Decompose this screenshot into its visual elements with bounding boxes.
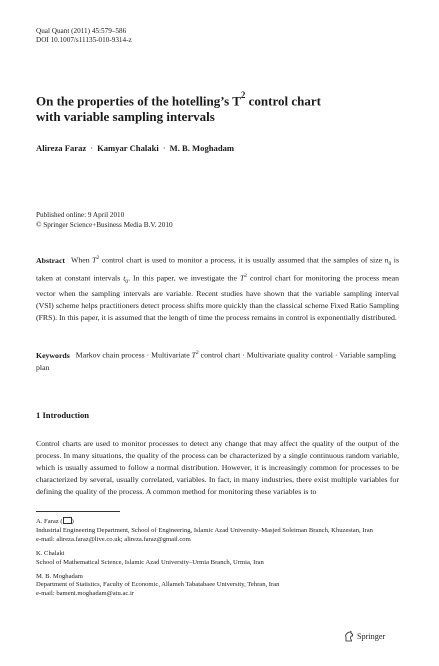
math-symbol: T xyxy=(92,255,97,265)
introduction-paragraph: Control charts are used to monitor processes to detect any change that may affect the quality of the output of the process. In many situations, the quality of the process can be characterized by a single continuous random variable, which is usually assumed to follow a normal distribution. However, it is increasingly common for processes to be characterized by several, usually correlated, variables. In fact, in many industries, there exist multiple variables for defining the quality of the process. A common method for monitoring these variables is to xyxy=(36,439,399,496)
title-superscript: 2 xyxy=(240,90,246,100)
affiliation-author: K. Chalaki xyxy=(36,549,65,557)
abstract-heading: Abstract xyxy=(36,255,66,265)
math-superscript: 2 xyxy=(96,255,100,261)
copyright-notice: © Springer Science+Business Media B.V. 2010 xyxy=(36,220,173,229)
title-text: On the properties of the hotelling’s T xyxy=(36,93,241,109)
math-subscript: 0 xyxy=(388,261,392,268)
author-separator: · xyxy=(162,143,166,153)
abstract-text: control chart is used to monitor a process, it is usually assumed that the samples of size xyxy=(99,255,385,265)
affiliation-email: e-mail: alireza.faraz@live.co.uk; alireza.faraz@gmail.com xyxy=(36,535,191,543)
publisher-name: Springer xyxy=(357,632,386,641)
abstract xyxy=(36,252,399,324)
affiliation-line: School of Mathematical Science, Islamic Azad University–Urmia Branch, Urmia, Iran xyxy=(36,558,264,566)
affiliation-block: A. Faraz ( ) Industrial Engineering Department, School of Engineering, Islamic Azad University–Masjed Soleiman Branch, Khuzestan, Iran e-mail: alireza.faraz@live.co.uk; alireza.faraz@gmail.com xyxy=(36,518,406,545)
author-separator: · xyxy=(90,143,94,153)
publisher-logo xyxy=(344,631,385,642)
keywords-text: control chart · Multivariate quality control · Variable sampling plan xyxy=(36,350,396,372)
author-affiliations xyxy=(36,518,406,604)
publication-info xyxy=(36,211,173,230)
envelope-icon xyxy=(63,517,72,524)
abstract-text: . In this paper, we investigate the xyxy=(128,273,240,283)
section-heading: 1 Introduction xyxy=(36,410,90,420)
affiliation-author: M. B. Moghadam xyxy=(36,572,83,580)
author-list xyxy=(36,143,234,153)
article-title xyxy=(36,90,416,124)
math-symbol: n xyxy=(384,255,389,265)
affiliation-block xyxy=(36,573,406,600)
abstract-text: When xyxy=(71,255,93,265)
author-name: Kamyar Chalaki xyxy=(97,143,159,153)
math-superscript: 2 xyxy=(244,273,248,280)
affiliation-email: e-mail: bameni.moghadam@atu.ac.ir xyxy=(36,590,134,598)
affiliation-author: A. Faraz xyxy=(36,518,59,526)
affiliation-line: Department of Statistics, Faculty of Economic, Allameh Tabatabaee University, Tehran, Iran xyxy=(36,581,280,589)
title-text: control chart xyxy=(245,93,321,109)
keywords-heading: Keywords xyxy=(36,350,70,360)
journal-reference xyxy=(36,27,132,45)
journal-citation: Qual Quant (2011) 45:579–586 xyxy=(36,27,127,35)
affiliation-block xyxy=(36,550,406,568)
footnote-divider xyxy=(36,511,120,512)
math-superscript: 2 xyxy=(195,350,199,356)
title-text: with variable sampling intervals xyxy=(36,108,215,124)
published-date: Published online: 9 April 2010 xyxy=(36,211,125,219)
author-name: Alireza Faraz xyxy=(36,143,87,153)
doi: DOI 10.1007/s11135-010-9314-z xyxy=(36,36,132,44)
math-symbol: t xyxy=(123,273,126,283)
affiliation-line: Industrial Engineering Department, School of Engineering, Islamic Azad University–Masjed Soleiman Branch, Khuzestan, Iran xyxy=(36,526,373,534)
author-name: M. B. Moghadam xyxy=(169,143,235,153)
math-subscript: 0 xyxy=(125,279,129,286)
math-symbol: T xyxy=(191,350,196,360)
abstract-text: control chart for monitoring the process mean vector when the sampling intervals are variable. Recent studies have shown that the variable sampling interval (VSI) scheme helps practitioners detect process shifts more quickly than the classical scheme Fixed Ratio Sampling (FRS). In this paper, it is assumed that the length of time the process remains in control is exponentially distributed. xyxy=(36,273,399,323)
keywords xyxy=(36,347,399,374)
keywords-text: Markov chain process · Multivariate xyxy=(75,350,192,360)
springer-horse-icon xyxy=(344,631,354,642)
math-symbol: T xyxy=(239,273,245,283)
abstract-text: is taken at constant intervals xyxy=(36,255,399,283)
